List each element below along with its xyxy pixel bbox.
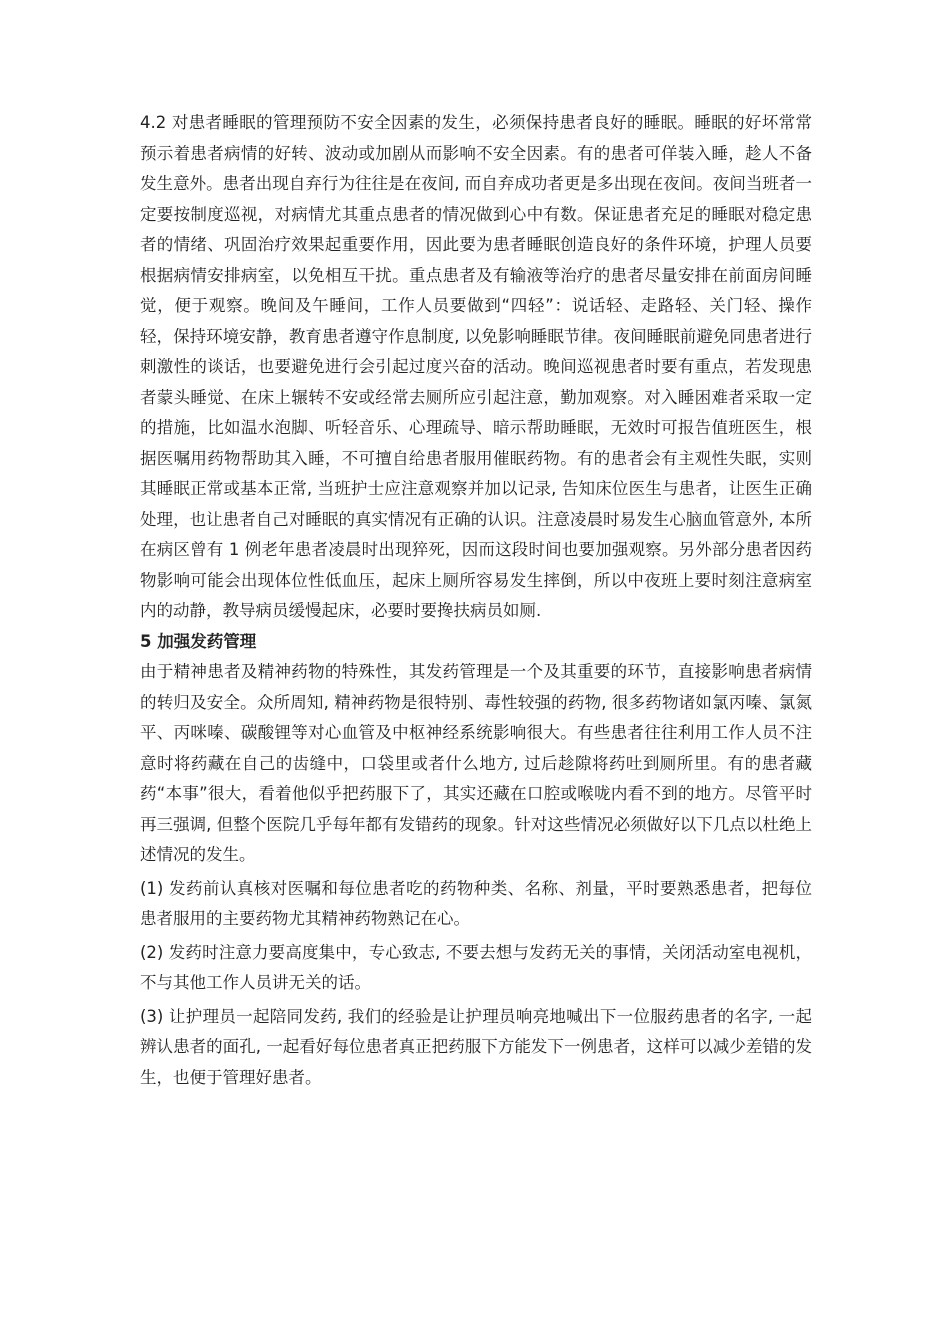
list-item-1: (1) 发药前认真核对医嘱和每位患者吃的药物种类、名称、剂量，平时要熟悉患者，把每位患者服用的主要药物尤其精神药物熟记在心。 [140, 878, 812, 928]
document-page [140, 108, 812, 1093]
paragraph-4-2-sleep-management: 4.2 对患者睡眠的管理预防不安全因素的发生，必须保持患者良好的睡眠。睡眠的好坏常常预示着患者病情的好转、波动或加剧从而影响不安全因素。有的患者可佯装入睡，趁人不备发生意外。患者出现自弃行为往往是在夜间, 而自弃成功者更是多出现在夜间。夜间当班者一定要按制度巡视，对病情尤其重点患者的情况做到心中有数。保证患者充足的睡眠对稳定患者的情绪、巩固治疗效果起重要作用，因此要为患者睡眠创造良好的条件环境，护理人员要根据病情安排病室，以免相互干扰。重点患者及有输液等治疗的患者尽量安排在前面房间睡觉，便于观察。晚间及午睡间，工作人员要做到“四轻”：说话轻、走路轻、关门轻、操作轻，保持环境安静，教育患者遵守作息制度, 以免影响睡眠节律。夜间睡眠前避免同患者进行刺激性的谈话，也要避免进行会引起过度兴奋的活动。晚间巡视患者时要有重点，若发现患者蒙头睡觉、在床上辗转不安或经常去厕所应引起注意，勤加观察。对入睡困难者采取一定的措施，比如温水泡脚、听轻音乐、心理疏导、暗示帮助睡眠，无效时可报告值班医生，根据医嘱用药物帮助其入睡，不可擅自给患者服用催眠药物。有的患者会有主观性失眠，实则其睡眠正常或基本正常, 当班护士应注意观察并加以记录, 告知床位医生与患者，让医生正确处理，也让患者自己对睡眠的真实情况有正确的认识。注意凌晨时易发生心脑血管意外, 本所在病区曾有 1 例老年患者凌晨时出现猝死，因而这段时间也要加强观察。另外部分患者因药物影响可能会出现体位性低血压，起床上厕所容易发生摔倒，所以中夜班上要时刻注意病室内的动静，教导病员缓慢起床，必要时要搀扶病员如厕. [140, 113, 812, 620]
list-item-3: (3) 让护理员一起陪同发药, 我们的经验是让护理员响亮地喊出下一位服药患者的名字, 一起辨认患者的面孔, 一起看好每位患者真正把药服下方能发下一例患者，这样可以减少差错的发生，也便于管理好患者。 [140, 1006, 812, 1087]
list-item-2: (2) 发药时注意力要高度集中，专心致志, 不要去想与发药无关的事情，关闭活动室电视机，不与其他工作人员讲无关的话。 [140, 942, 812, 992]
paragraph-5-intro: 由于精神患者及精神药物的特殊性，其发药管理是一个及其重要的环节，直接影响患者病情的转归及安全。众所周知, 精神药物是很特别、毒性较强的药物, 很多药物诸如氯丙嗪、氯氮平、丙咪嗪、碳酸锂等对心血管及中枢神经系统影响很大。有些患者往往利用工作人员不注意时将药藏在自己的齿缝中，口袋里或者什么地方, 过后趁隙将药吐到厕所里。有的患者藏药“本事”很大，看着他似乎把药服下了，其实还藏在口腔或喉咙内看不到的地方。尽管平时再三强调, 但整个医院几乎每年都有发错药的现象。针对这些情况必须做好以下几点以杜绝上述情况的发生。 [140, 662, 812, 864]
section-heading-5: 5 加强发药管理 [140, 631, 257, 651]
